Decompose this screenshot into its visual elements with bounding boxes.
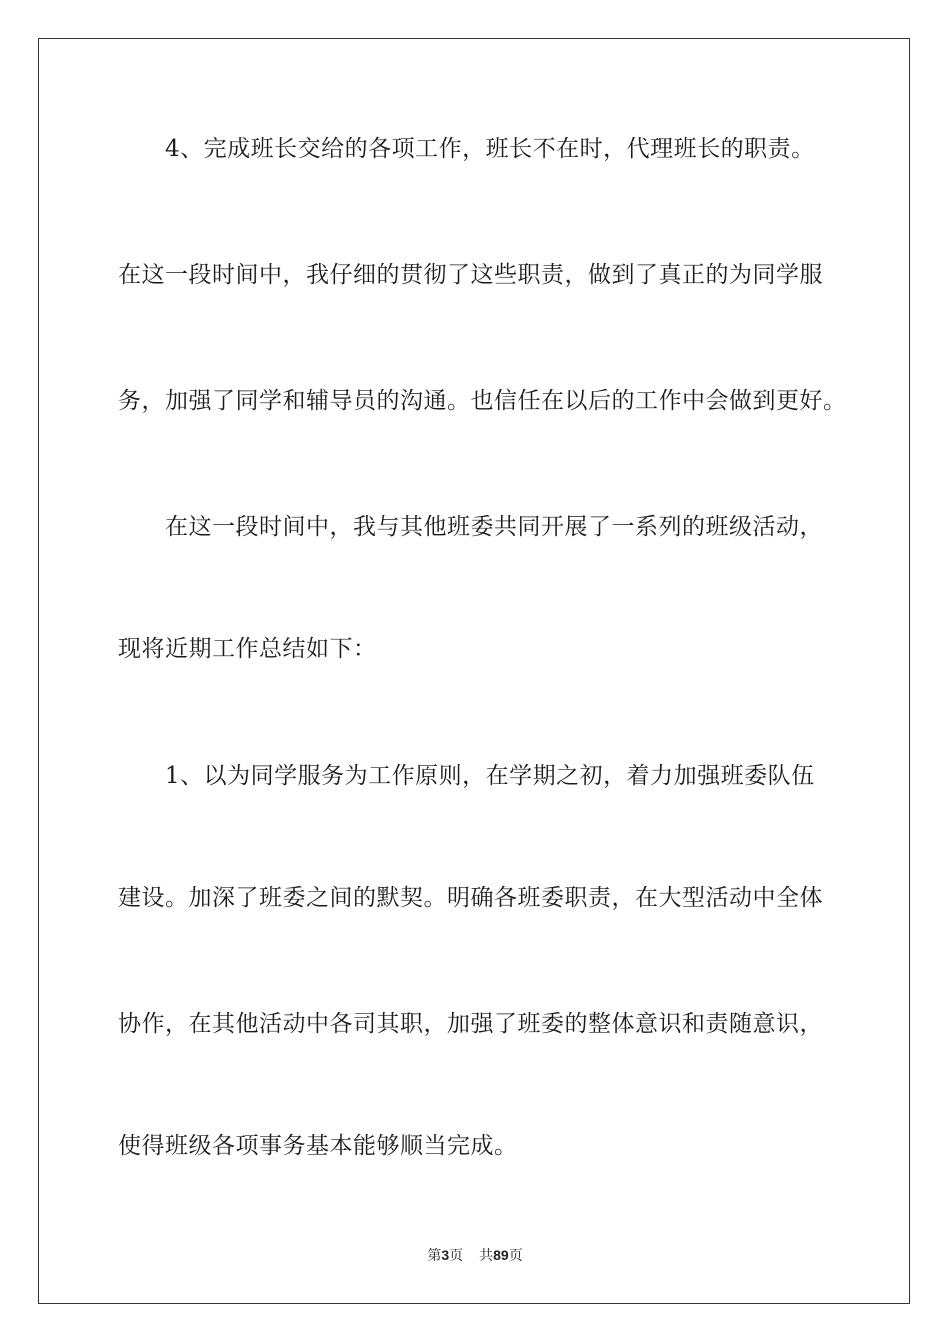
page-number: 3 <box>441 1247 450 1263</box>
page-border <box>38 38 910 1304</box>
total-suffix: 页 <box>508 1247 523 1263</box>
total-prefix: 共 <box>479 1247 494 1263</box>
page-footer <box>0 1246 950 1264</box>
page-suffix: 页 <box>449 1247 464 1263</box>
paragraph-line-1: 4、完成班长交给的各项工作，班长不在时，代理班长的职责。 <box>165 136 815 162</box>
paragraph-line-9: 使得班级各项事务基本能够顺当完成。 <box>118 1133 518 1159</box>
paragraph-line-2: 在这一段时间中，我仔细的贯彻了这些职责，做到了真正的为同学服 <box>118 262 823 288</box>
total-pages: 89 <box>493 1247 509 1263</box>
paragraph-line-4: 在这一段时间中，我与其他班委共同开展了一系列的班级活动， <box>165 514 823 540</box>
paragraph-line-5: 现将近期工作总结如下： <box>118 636 377 662</box>
paragraph-line-8: 协作，在其他活动中各司其职，加强了班委的整体意识和责随意识， <box>118 1011 823 1037</box>
paragraph-line-7: 建设。加深了班委之间的默契。明确各班委职责，在大型活动中全体 <box>118 885 823 911</box>
paragraph-line-6: 1、以为同学服务为工作原则，在学期之初，着力加强班委队伍 <box>165 763 815 789</box>
paragraph-line-3: 务，加强了同学和辅导员的沟通。也信任在以后的工作中会做到更好。 <box>118 388 847 414</box>
page-prefix: 第 <box>427 1247 442 1263</box>
